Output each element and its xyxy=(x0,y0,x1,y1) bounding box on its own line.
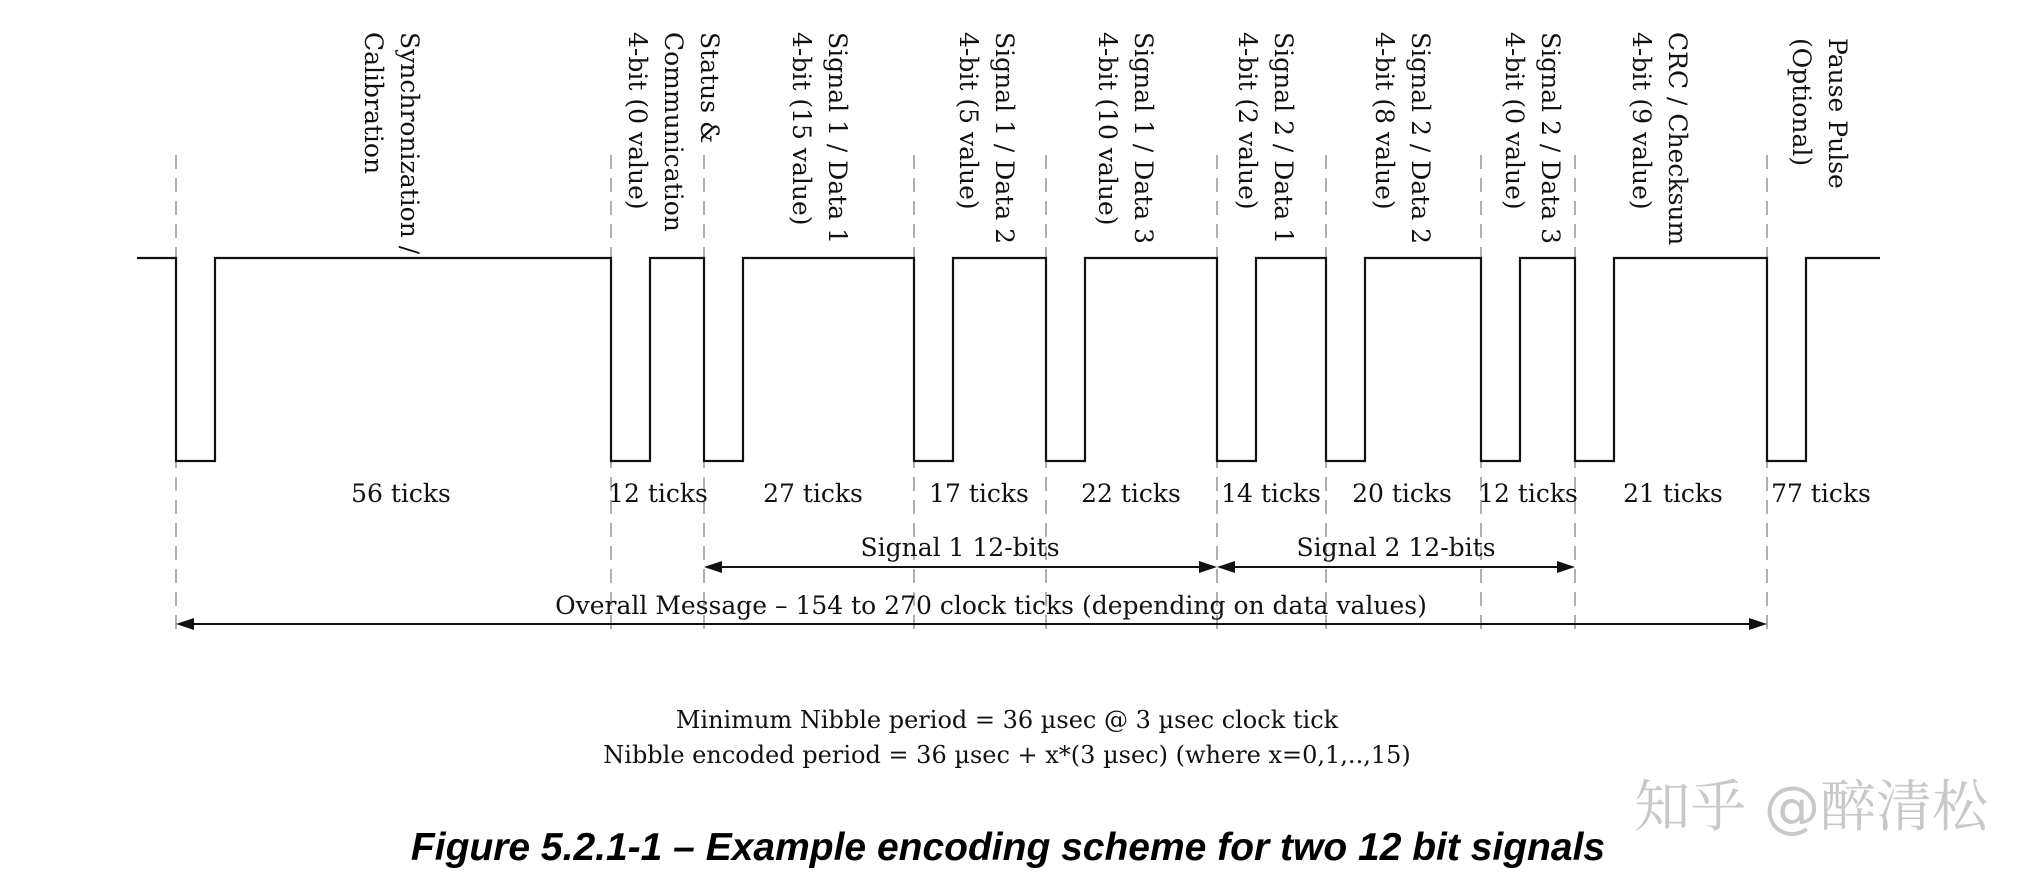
field-label-status: Status & Communication 4-bit (0 value) xyxy=(623,32,724,232)
field-label-signal2-data3: Signal 2 / Data 3 4-bit (0 value) xyxy=(1500,32,1565,245)
formula-min-nibble: Minimum Nibble period = 36 µsec @ 3 µsec clock tick xyxy=(675,706,1339,734)
field-labels xyxy=(359,32,1852,262)
field-label-pause: Pause Pulse (Optional) xyxy=(1787,38,1852,189)
field-label-signal1-data1: Signal 1 / Data 1 4-bit (15 value) xyxy=(787,32,852,245)
arrow-left-icon xyxy=(704,561,722,573)
span-overall xyxy=(176,591,1767,630)
arrow-right-icon xyxy=(1199,561,1217,573)
arrow-right-icon xyxy=(1749,618,1767,630)
tick-label-signal2-data3: 12 ticks xyxy=(1478,479,1578,508)
watermark: 知乎 @醉清松 xyxy=(1634,775,1988,840)
span-label-signal1: Signal 1 12-bits xyxy=(860,533,1060,562)
span-signal1 xyxy=(704,533,1217,573)
field-label-crc: CRC / Checksum 4-bit (9 value) xyxy=(1627,32,1692,246)
figure-caption: Figure 5.2.1-1 – Example encoding scheme for two 12 bit signals xyxy=(410,826,1606,869)
span-label-overall: Overall Message – 154 to 270 clock ticks (depending on data values) xyxy=(555,591,1427,620)
tick-label-signal2-data1: 14 ticks xyxy=(1221,479,1321,508)
arrow-left-icon xyxy=(176,618,194,630)
tick-labels xyxy=(351,479,1871,508)
span-label-signal2: Signal 2 12-bits xyxy=(1296,533,1496,562)
field-label-signal1-data3: Signal 1 / Data 3 4-bit (10 value) xyxy=(1093,32,1158,245)
tick-label-status: 12 ticks xyxy=(608,479,708,508)
field-label-signal2-data1: Signal 2 / Data 1 4-bit (2 value) xyxy=(1233,32,1298,245)
tick-label-crc: 21 ticks xyxy=(1623,479,1723,508)
arrow-right-icon xyxy=(1557,561,1575,573)
pulse-waveform xyxy=(137,258,1880,461)
field-label-signal1-data2: Signal 1 / Data 2 4-bit (5 value) xyxy=(954,32,1019,245)
tick-label-signal1-data1: 27 ticks xyxy=(763,479,863,508)
tick-label-signal2-data2: 20 ticks xyxy=(1352,479,1452,508)
field-label-sync: Synchronization / Calibration xyxy=(359,32,424,255)
arrow-left-icon xyxy=(1217,561,1235,573)
tick-label-pause: 77 ticks xyxy=(1771,479,1871,508)
tick-label-signal1-data3: 22 ticks xyxy=(1081,479,1181,508)
tick-label-sync: 56 ticks xyxy=(351,479,451,508)
tick-label-signal1-data2: 17 ticks xyxy=(929,479,1029,508)
field-label-signal2-data2: Signal 2 / Data 2 4-bit (8 value) xyxy=(1370,32,1435,245)
span-signal2 xyxy=(1217,533,1575,573)
formula-encoded-period: Nibble encoded period = 36 µsec + x*(3 µsec) (where x=0,1,..,15) xyxy=(603,741,1411,769)
